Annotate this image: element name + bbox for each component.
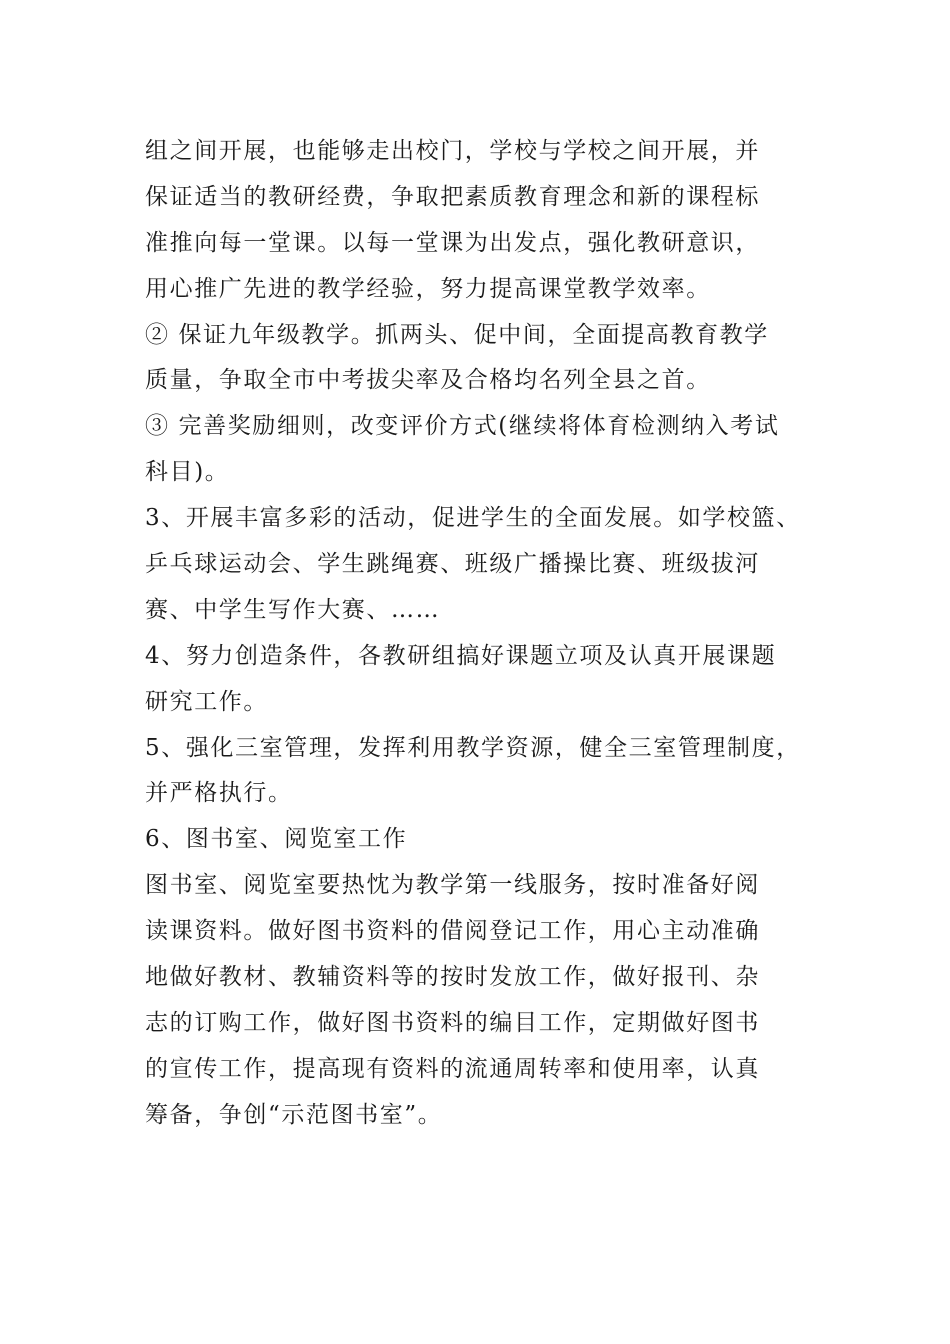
text-line: 准推向每一堂课。以每一堂课为出发点，强化教研意识， [145, 229, 760, 256]
document-body [145, 129, 825, 1139]
text-line: 地做好教材、教辅资料等的按时发放工作，做好报刊、杂 [145, 964, 760, 991]
text-line: 用心推广先进的教学经验，努力提高课堂教学效率。 [145, 275, 711, 302]
text-line: 图书室、阅览室要热忱为教学第一线服务，按时准备好阅 [145, 872, 760, 899]
text-line: 3、开展丰富多彩的活动，促进学生的全面发展。如学校篮、 [145, 505, 801, 532]
text-line: 的宣传工作，提高现有资料的流通周转率和使用率，认真 [145, 1055, 760, 1082]
text-line: 乒乓球运动会、学生跳绳赛、班级广播操比赛、班级拔河 [145, 551, 760, 578]
text-line: 组之间开展，也能够走出校门，学校与学校之间开展，并 [145, 138, 760, 164]
text-line: 质量，争取全市中考拔尖率及合格均名列全县之首。 [145, 367, 711, 394]
text-line: 科目)。 [145, 459, 230, 486]
text-line: 研究工作。 [145, 688, 268, 715]
text-line: 6、图书室、阅览室工作 [145, 826, 408, 853]
text-line: 读课资料。做好图书资料的借阅登记工作，用心主动准确 [145, 918, 760, 945]
text-line: 保证适当的教研经费，争取把素质教育理念和新的课程标 [145, 183, 760, 210]
text-line: 并严格执行。 [145, 780, 293, 807]
text-line: ③ 完善奖励细则，改变评价方式(继续将体育检测纳入考试 [145, 413, 780, 440]
text-line: 5、强化三室管理，发挥利用教学资源，健全三室管理制度， [145, 734, 801, 761]
text-line: 筹备，争创“示范图书室”。 [145, 1101, 443, 1128]
text-line: ② 保证九年级教学。抓两头、促中间，全面提高教育教学 [145, 321, 769, 348]
text-line: 赛、中学生写作大赛、…… [145, 596, 441, 623]
text-line: 志的订购工作，做好图书资料的编目工作，定期做好图书 [145, 1009, 760, 1036]
text-line: 4、努力创造条件，各教研组搞好课题立项及认真开展课题 [145, 642, 777, 669]
